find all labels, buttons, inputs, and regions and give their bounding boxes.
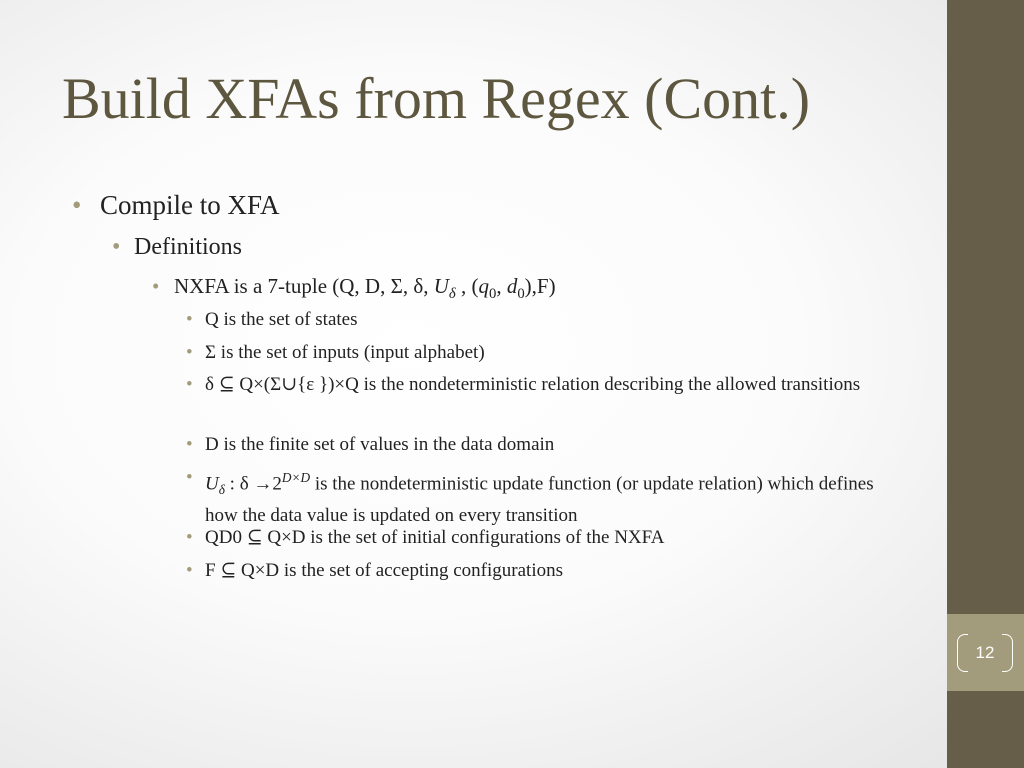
bullet-level4-accepting-configs: F ⊆ Q×D is the set of accepting configurations (205, 560, 564, 581)
bullet-level4-update-function (205, 465, 895, 529)
bullet-dot-icon: • (112, 234, 121, 260)
page-number-frame (957, 634, 1013, 672)
initial-state-symbol: q (478, 274, 489, 298)
power-set-exponent: D×D (281, 470, 311, 485)
bullet-level4-inputs: Σ is the set of inputs (input alphabet) (205, 342, 485, 363)
update-symbol: U (433, 274, 449, 298)
initial-data-symbol: d (506, 274, 518, 298)
bullet-dot-icon: • (186, 374, 193, 395)
bullet-dot-icon: • (186, 560, 193, 581)
tuple-suffix: ),F) (524, 274, 556, 298)
initial-data-subscript: 0 (517, 286, 525, 303)
tuple-comma: , (496, 274, 507, 298)
slide-title: Build XFAs from Regex (Cont.) (62, 66, 811, 131)
initial-state-subscript: 0 (488, 286, 497, 303)
bullet-dot-icon: • (186, 434, 193, 455)
bullet-level3-tuple (174, 274, 556, 306)
page-number-box (947, 614, 1024, 691)
update-symbol: U (205, 473, 219, 495)
bullet-dot-icon: • (152, 274, 160, 298)
update-subscript: δ (448, 286, 456, 303)
bullet-dot-icon: • (72, 190, 82, 220)
update-description: is the nondeterministic update function (or update relation) which defines how the data value is updated on every transition (205, 473, 874, 527)
bullet-level4-states: Q is the set of states (205, 309, 358, 330)
update-subscript: δ (218, 482, 225, 498)
bullet-level2: Definitions (134, 234, 242, 260)
bullet-level4-transitions: δ ⊆ Q×(Σ∪{ε })×Q is the nondeterministic relation describing the allowed transitions (205, 374, 861, 395)
tuple-mid: , ( (455, 274, 479, 298)
bullet-level4-initial-configs: QD0 ⊆ Q×D is the set of initial configurations of the NXFA (205, 527, 665, 548)
page-number: 12 (975, 643, 995, 662)
update-arrow-text: : δ →2 (224, 473, 282, 495)
tuple-prefix: NXFA is a 7-tuple (Q, D, Σ, δ, (174, 274, 434, 298)
bullet-level4-data-domain: D is the finite set of values in the data domain (205, 434, 555, 455)
bullet-dot-icon: • (186, 527, 193, 548)
bullet-level1: Compile to XFA (100, 190, 280, 220)
bullet-dot-icon: • (186, 467, 193, 488)
bullet-dot-icon: • (186, 342, 193, 363)
bullet-dot-icon: • (186, 309, 193, 330)
